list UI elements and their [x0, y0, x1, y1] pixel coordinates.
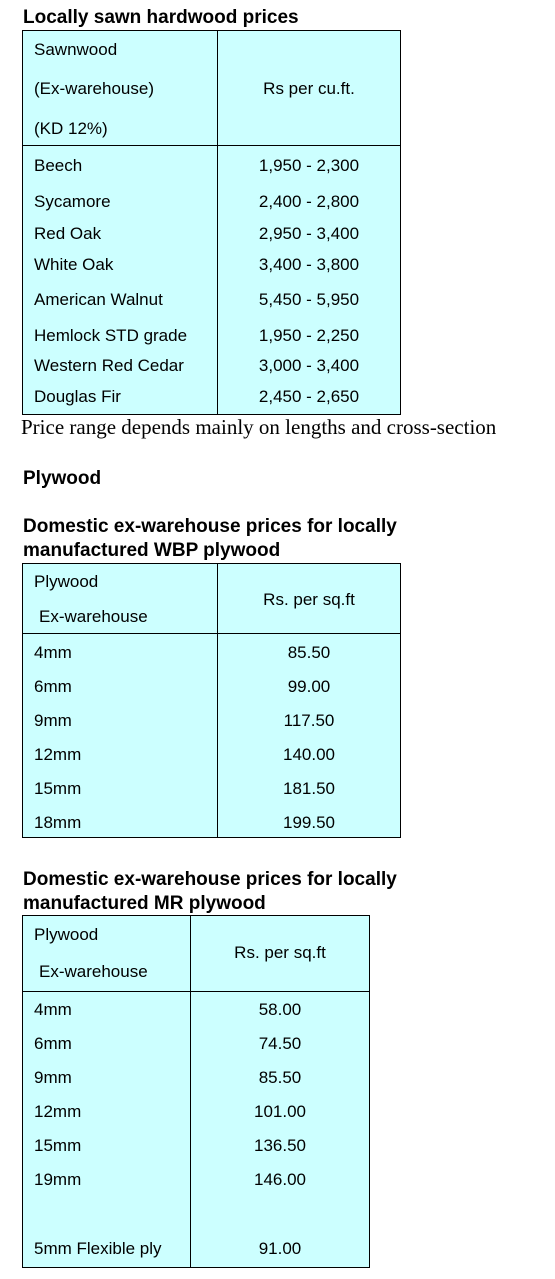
wbp-header-line: Ex-warehouse: [39, 607, 148, 626]
mr-row-name: 15mm: [34, 1136, 82, 1155]
sawn-row-name: Beech: [34, 156, 83, 175]
mr-table-header: [23, 916, 370, 992]
mr-row-price: 146.00: [254, 1170, 306, 1189]
sawn-prices-cell: [218, 146, 401, 415]
wbp-unit: Rs. per sq.ft: [263, 590, 355, 609]
sawn-table-body: [23, 146, 401, 415]
wbp-names-cell: [23, 634, 218, 838]
sawn-header-label-cell: [23, 31, 218, 146]
sawn-row-price: 1,950 - 2,250: [258, 326, 360, 345]
sawn-row-name: Western Red Cedar: [34, 356, 184, 375]
mr-row-price: 136.50: [254, 1136, 306, 1155]
mr-unit: Rs. per sq.ft: [234, 943, 326, 962]
wbp-table: [22, 563, 401, 838]
mr-row-price: 58.00: [258, 1000, 302, 1019]
wbp-row-name: 6mm: [34, 677, 72, 696]
mr-unit-cell: [191, 916, 370, 992]
mr-row-name: 19mm: [34, 1170, 82, 1189]
wbp-row-price: 199.50: [283, 813, 335, 832]
sawn-row-name: White Oak: [34, 255, 114, 274]
sawn-row-price: 2,450 - 2,650: [258, 387, 360, 406]
mr-table-body: [23, 992, 370, 1268]
mr-row-price: 85.50: [258, 1068, 302, 1087]
mr-row-name: 4mm: [34, 1000, 72, 1019]
sawn-header-line: (Ex-warehouse): [34, 79, 154, 98]
mr-row-name: 9mm: [34, 1068, 72, 1087]
sawn-row-price: 3,400 - 3,800: [258, 255, 360, 274]
sawn-note: Price range depends mainly on lengths and cross-section: [21, 415, 497, 439]
mr-names-cell: [23, 992, 191, 1268]
mr-title-line1: Domestic ex-warehouse prices for locally: [23, 869, 397, 890]
sawn-row-name: Red Oak: [34, 224, 102, 243]
wbp-table-body: [23, 634, 401, 838]
mr-row-price: 74.50: [258, 1034, 302, 1053]
mr-row-name: 5mm Flexible ply: [34, 1239, 162, 1258]
mr-header-line: Plywood: [34, 925, 99, 944]
mr-header-label-cell: [23, 916, 191, 992]
wbp-row-price: 85.50: [287, 643, 331, 662]
sawn-row-name: Douglas Fir: [34, 387, 121, 406]
sawn-row-price: 2,950 - 3,400: [258, 224, 360, 243]
sawn-row-price: 2,400 - 2,800: [258, 192, 360, 211]
mr-table: [22, 915, 370, 1268]
wbp-row-name: 18mm: [34, 813, 82, 832]
wbp-header-label-cell: [23, 564, 218, 634]
sawn-header-line: (KD 12%): [34, 119, 108, 138]
sawn-row-price: 3,000 - 3,400: [258, 356, 360, 375]
plywood-heading: Plywood: [23, 468, 102, 489]
wbp-row-name: 12mm: [34, 745, 82, 764]
wbp-title-line1: Domestic ex-warehouse prices for locally: [23, 516, 397, 537]
wbp-prices-cell: [218, 634, 401, 838]
mr-row-name: 12mm: [34, 1102, 82, 1121]
mr-row-name: 6mm: [34, 1034, 72, 1053]
mr-row-price: 101.00: [254, 1102, 306, 1121]
wbp-table-header: [23, 564, 401, 634]
wbp-row-name: 9mm: [34, 711, 72, 730]
mr-header-line: Ex-warehouse: [39, 962, 148, 981]
wbp-title-line2: manufactured WBP plywood: [23, 540, 281, 561]
sawn-row-price: 5,450 - 5,950: [258, 290, 360, 309]
sawn-title: Locally sawn hardwood prices: [23, 7, 299, 28]
sawn-row-name: American Walnut: [34, 290, 163, 309]
wbp-row-name: 15mm: [34, 779, 82, 798]
sawn-table: [22, 30, 401, 415]
wbp-header-line: Plywood: [34, 572, 99, 591]
wbp-row-price: 140.00: [283, 745, 335, 764]
sawn-row-price: 1,950 - 2,300: [258, 156, 360, 175]
wbp-row-price: 181.50: [283, 779, 335, 798]
mr-prices-cell: [191, 992, 370, 1268]
wbp-row-name: 4mm: [34, 643, 72, 662]
sawn-unit: Rs per cu.ft.: [263, 79, 355, 98]
sawn-table-header: [23, 31, 401, 146]
mr-title-line2: manufactured MR plywood: [23, 893, 266, 914]
sawn-names-cell: [23, 146, 218, 415]
sawn-row-name: Sycamore: [34, 192, 111, 211]
wbp-row-price: 117.50: [283, 711, 335, 730]
sawn-unit-cell: [218, 31, 401, 146]
wbp-unit-cell: [218, 564, 401, 634]
sawn-row-name: Hemlock STD grade: [34, 326, 188, 345]
sawn-header-line: Sawnwood: [34, 40, 118, 59]
mr-row-price: 91.00: [258, 1239, 302, 1258]
wbp-row-price: 99.00: [287, 677, 331, 696]
